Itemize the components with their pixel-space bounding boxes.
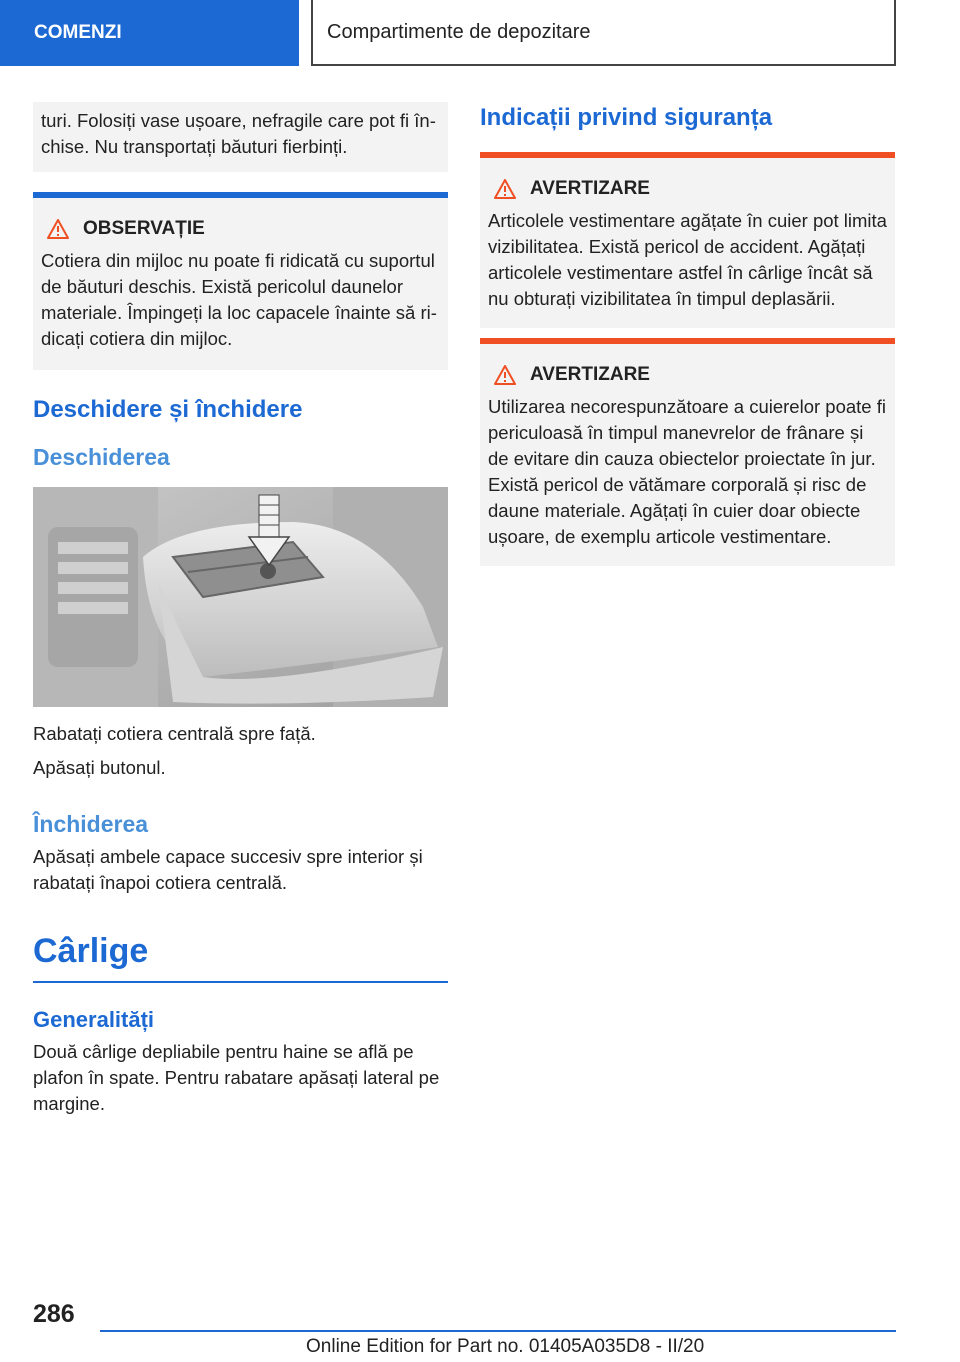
warning-triangle-icon [47, 219, 69, 239]
edition-text: Online Edition for Part no. 01405A035D8 - II/20 [306, 1336, 705, 1357]
hooks-divider [33, 971, 448, 983]
general-heading: Generalități [33, 1007, 155, 1032]
warning-box-2 [480, 338, 895, 566]
warning-1-text: Articolele vestimentare agățate în cuier pot limita vizibilitatea. Există pericol de accident. Agățați articolele vestimentare astfel în cârlige încât să nu obturați vizibilitatea în timpul deplasării. [488, 210, 887, 309]
chapter-title: Compartimente de depozitare [327, 20, 591, 43]
warning-triangle-icon [494, 365, 516, 385]
intro-box [33, 102, 448, 172]
open-close-heading: Deschidere și închidere [33, 396, 303, 423]
right-column [480, 102, 895, 566]
page-number: 286 [33, 1300, 75, 1328]
warning-2-title: AVERTIZARE [530, 364, 650, 385]
general-text: Două cârlige depliabile pentru haine se află pe plafon în spate. Pentru rabatare apăsați lateral pe margine. [33, 1041, 440, 1114]
warning-triangle-icon [494, 179, 516, 199]
notice-title: OBSERVAȚIE [83, 218, 205, 239]
left-column [33, 102, 448, 1117]
notice-box [33, 192, 448, 370]
warning-2-title-row [488, 362, 887, 388]
notice-title-row [41, 216, 440, 242]
warning-2-text: Utilizarea necorespunzătoare a cuierelor poate fi periculoasă în timpul manevrelor de frânare și de evitare din cauza obiectelor proiectate în jur. Există pericol de vătămare corporală și risc de daune materiale. Agățați în cuier doar obiecte ușoare, de exemplu articole vestimentare. [488, 396, 886, 547]
step-1: Rabatați cotiera centrală spre față. [33, 723, 316, 744]
armrest-photo [33, 487, 448, 707]
safety-heading: Indicații privind siguranța [480, 104, 773, 131]
section-label: COMENZI [34, 22, 122, 43]
opening-heading: Deschiderea [33, 444, 170, 470]
warning-1-title: AVERTIZARE [530, 178, 650, 199]
step-2: Apăsați butonul. [33, 757, 166, 778]
chapter-header [311, 0, 896, 66]
intro-text: turi. Folosiți vase ușoare, nefragile care pot fi închise. Nu transportați băuturi fierbinți. [41, 110, 436, 157]
notice-text: Cotiera din mijloc nu poate fi ridicată cu suportul de băuturi deschis. Există pericolul daunelor materiale. Împingeți la loc capacele înainte să ridicați cotiera din mijloc. [41, 250, 437, 349]
hooks-heading: Cârlige [33, 932, 149, 970]
warning-box-1 [480, 152, 895, 328]
warning-1-title-row [488, 176, 887, 202]
closing-heading: Închiderea [33, 811, 149, 837]
footer-divider [100, 1330, 896, 1332]
section-tab [0, 0, 299, 66]
closing-text: Apăsați ambele capace succesiv spre interior și rabatați înapoi cotiera centrală. [33, 846, 423, 893]
